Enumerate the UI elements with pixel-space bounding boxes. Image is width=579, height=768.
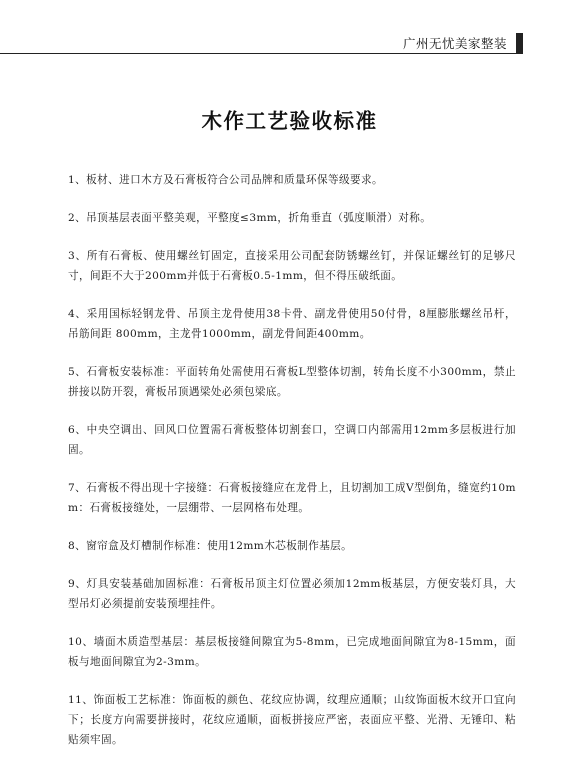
- list-item: 9、灯具安装基础加固标准：石膏板吊顶主灯位置必须加12mm板基层，方便安装灯具，大型吊灯必须提前安装预埋挂件。: [68, 578, 516, 610]
- list-item: 6、中央空调出、回风口位置需石膏板整体切割套口，空调口内部需用12mm多层板进行加固。: [68, 424, 516, 456]
- list-item: 1、板材、进口木方及石膏板符合公司品牌和质量环保等级要求。: [68, 174, 383, 186]
- header-marker: [516, 33, 523, 54]
- list-item: 4、采用国标轻钢龙骨、吊顶主龙骨使用38卡骨、副龙骨使用50付骨，8厘膨胀螺丝吊杆，吊筋间距 800mm，主龙骨1000mm，副龙骨间距400mm。: [68, 308, 516, 340]
- company-name: 广州无忧美家整装: [402, 36, 507, 51]
- page-title: 木作工艺验收标准: [201, 109, 378, 133]
- list-item: 10、墙面木质造型基层：基层板接缝间隙宜为5-8mm，已完成地面间隙宜为8-15mm，面板与地面间隙宜为2-3mm。: [68, 636, 516, 668]
- list-item: 7、石膏板不得出现十字接缝：石膏板接缝应在龙骨上，且切割加工成V型倒角，缝宽约10mm：石膏板接缝处，一层绷带、一层网格布处理。: [68, 482, 516, 514]
- header-rule: [0, 53, 516, 54]
- list-item: 2、吊顶基层表面平整美观，平整度≤3mm，折角垂直（弧度顺滑）对称。: [68, 212, 432, 224]
- list-item: 8、窗帘盒及灯槽制作标准：使用12mm木芯板制作基层。: [68, 540, 353, 552]
- list-item: 3、所有石膏板、使用螺丝钉固定，直接采用公司配套防锈螺丝钉，并保证螺丝钉的足够尺寸，间距不大于200mm并低于石膏板0.5-1mm，但不得压破纸面。: [68, 250, 516, 282]
- standards-list: [68, 170, 516, 768]
- list-item: 11、饰面板工艺标准：饰面板的颜色、花纹应协调，纹理应通顺；山纹饰面板木纹开口宜向下；长度方向需要拼接时，花纹应通顺，面板拼接应严密，表面应平整、光滑、无锤印、粘贴须牢固。: [68, 694, 516, 746]
- list-item: 5、石膏板安装标准：平面转角处需使用石膏板L型整体切割，转角长度不小300mm，禁止拼接以防开裂，膏板吊顶遇梁处必须包梁底。: [68, 366, 516, 398]
